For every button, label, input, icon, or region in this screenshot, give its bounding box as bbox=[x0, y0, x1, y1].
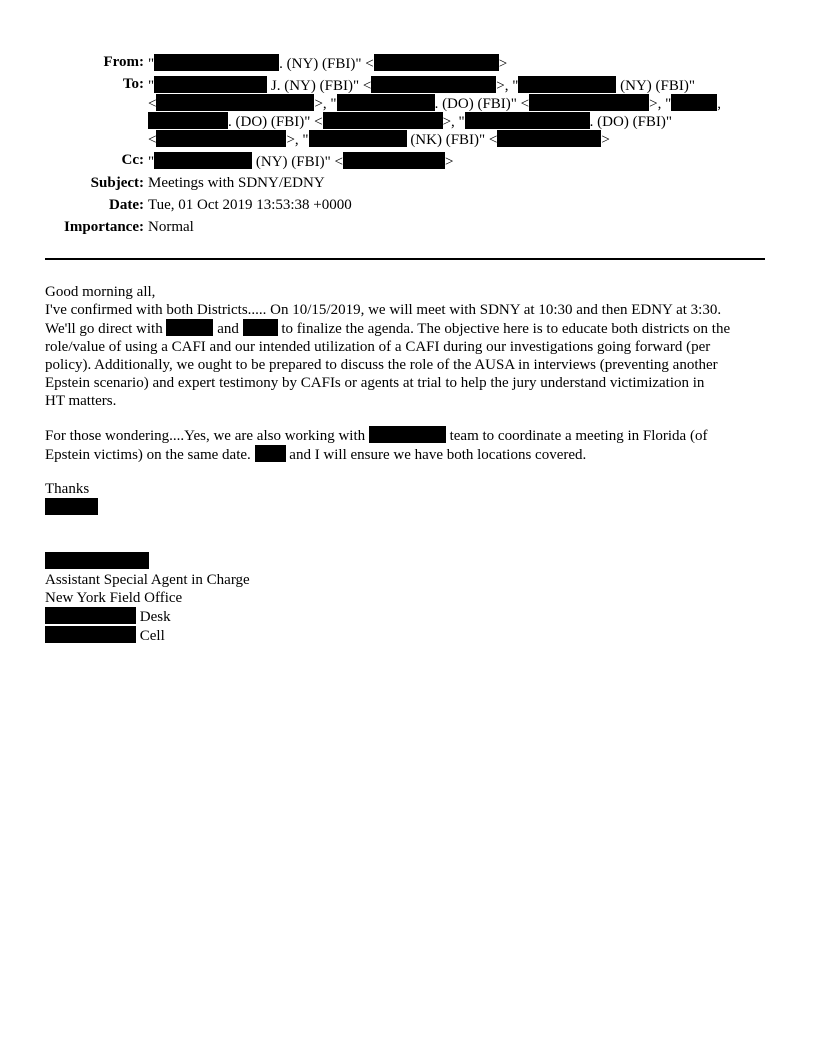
body-line: For those wondering....Yes, we are also working with team to coordinate a meeting in Florida (of bbox=[45, 428, 708, 444]
redaction-block bbox=[529, 94, 649, 111]
date-label: Date: bbox=[109, 197, 144, 213]
body-line: Epstein victims) on the same date. and I will ensure we have both locations covered. bbox=[45, 447, 587, 463]
redaction-block bbox=[154, 76, 267, 93]
from-label: From: bbox=[103, 54, 144, 70]
body-line: I've confirmed with both Districts..... On 10/15/2019, we will meet with SDNY at 10:30 and then EDNY at 3:30. bbox=[45, 302, 722, 318]
signature-name-line bbox=[45, 552, 775, 571]
redaction-block bbox=[323, 112, 443, 129]
body-line: HT matters. bbox=[45, 393, 117, 409]
redaction-block bbox=[343, 152, 445, 169]
redaction-block bbox=[154, 54, 279, 71]
redaction-block bbox=[148, 112, 228, 129]
redaction-block bbox=[374, 54, 499, 71]
body-line: role/value of using a CAFI and our intended utilization of a CAFI during our investigations going forward (per bbox=[45, 339, 711, 355]
redaction-block bbox=[337, 94, 435, 111]
thanks: Thanks bbox=[45, 481, 90, 497]
subject-value: Meetings with SDNY/EDNY bbox=[148, 175, 325, 191]
signature bbox=[45, 552, 775, 645]
redaction-block bbox=[497, 130, 601, 147]
redaction-block bbox=[166, 319, 213, 336]
importance-label: Importance: bbox=[64, 219, 144, 235]
redaction-block bbox=[45, 552, 149, 569]
redaction-block bbox=[156, 94, 314, 111]
signature-cell: Cell bbox=[45, 626, 775, 645]
redaction-block bbox=[45, 498, 98, 515]
greeting: Good morning all, bbox=[45, 284, 156, 300]
to-value-line-4: < >, " (NK) (FBI)" < > bbox=[148, 132, 610, 148]
cc-label: Cc: bbox=[121, 152, 144, 168]
redaction-block bbox=[45, 607, 136, 624]
body-line: policy). Additionally, we ought to be prepared to discuss the role of the AUSA in interviews (preventing another bbox=[45, 357, 718, 373]
importance-value: Normal bbox=[148, 219, 194, 235]
to-value-line-2: < >, " . (DO) (FBI)" < >, " , bbox=[148, 96, 721, 112]
redaction-block bbox=[369, 426, 446, 443]
sender-redaction-line bbox=[45, 498, 775, 517]
redaction-block bbox=[154, 152, 252, 169]
body-line: Epstein scenario) and expert testimony by CAFIs or agents at trial to help the jury understand victimization in bbox=[45, 375, 705, 391]
message-paragraph-2 bbox=[45, 426, 775, 464]
redaction-block bbox=[156, 130, 286, 147]
from-value: " . (NY) (FBI)" < > bbox=[148, 56, 508, 72]
signature-desk: Desk bbox=[45, 607, 775, 626]
to-label: To: bbox=[122, 76, 144, 92]
date-value: Tue, 01 Oct 2019 13:53:38 +0000 bbox=[148, 197, 352, 213]
closing bbox=[45, 480, 775, 517]
signature-office: New York Field Office bbox=[45, 590, 183, 606]
cc-value: " (NY) (FBI)" < > bbox=[148, 154, 454, 170]
redaction-block bbox=[465, 112, 590, 129]
redaction-block bbox=[671, 94, 717, 111]
to-value-line-1: " J. (NY) (FBI)" < >, " (NY) (FBI)" bbox=[148, 78, 696, 94]
signature-title: Assistant Special Agent in Charge bbox=[45, 572, 250, 588]
redaction-block bbox=[45, 626, 136, 643]
subject-label: Subject: bbox=[90, 175, 144, 191]
redaction-block bbox=[243, 319, 278, 336]
body-line: We'll go direct with and to finalize the agenda. The objective here is to educate both districts on the bbox=[45, 321, 731, 337]
redaction-block bbox=[371, 76, 496, 93]
message-body bbox=[45, 283, 775, 410]
header-divider bbox=[45, 258, 765, 260]
redaction-block bbox=[309, 130, 407, 147]
to-value-line-3: . (DO) (FBI)" < >, " . (DO) (FBI)" bbox=[148, 112, 672, 131]
redaction-block bbox=[518, 76, 616, 93]
redaction-block bbox=[255, 445, 286, 462]
